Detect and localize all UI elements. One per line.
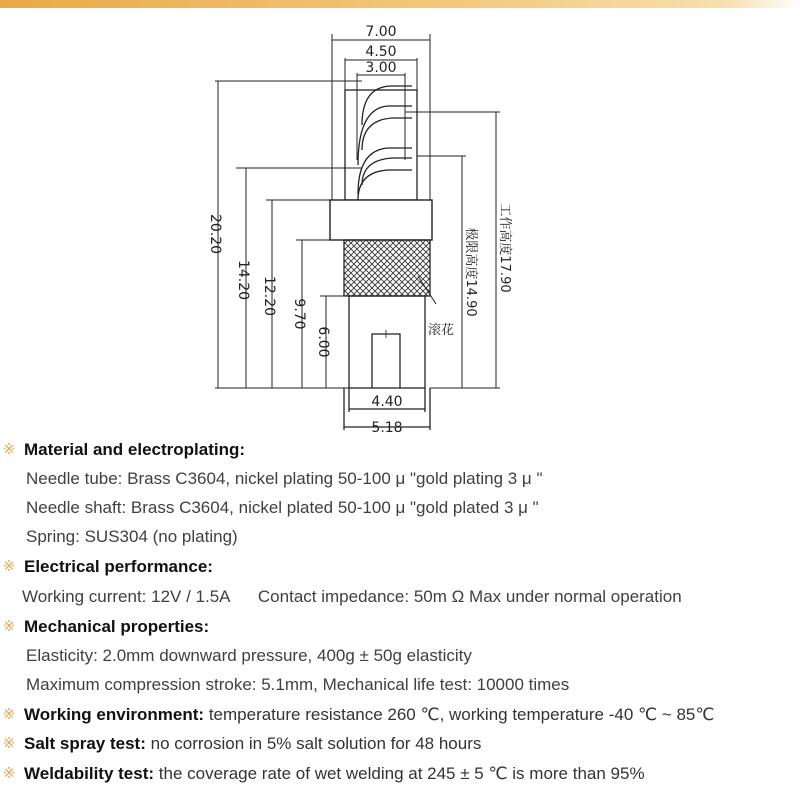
dim-width-bottom-outer: 5.18 <box>371 420 403 436</box>
limit-height-label: 极限高度14.90 <box>463 227 478 317</box>
bullet-icon: ※ <box>2 558 16 575</box>
spec-material-line-1: Needle tube: Brass C3604, nickel plating 50-100 μ "gold plating 3 μ " <box>26 469 543 488</box>
bullet-icon: ※ <box>2 735 16 752</box>
dim-width-bottom-inner: 4.40 <box>371 394 403 410</box>
spec-electrical-heading: ※ Electrical performance: <box>0 552 800 581</box>
dim-height-1: 14.20 <box>235 259 251 301</box>
spec-environment: ※ Working environment: temperature resistance 260 ℃, working temperature -40 ℃ ~ 85℃ <box>0 700 800 729</box>
dim-width-top: 7.00 <box>365 24 397 40</box>
spec-mechanical-heading: ※ Mechanical properties: <box>0 612 800 641</box>
spec-material-line-3: Spring: SUS304 (no plating) <box>26 527 238 546</box>
spec-electrical-line: Working current: 12V / 1.5A Contact impedance: 50m Ω Max under normal operation <box>22 587 682 606</box>
working-height-label: 工作高度17.90 <box>497 203 512 293</box>
plunger-head <box>345 86 417 200</box>
bullet-icon: ※ <box>2 765 16 782</box>
spec-weldability: ※ Weldability test: the coverage rate of wet welding at 245 ± 5 ℃ is more than 95% <box>0 759 800 788</box>
dim-height-4: 6.00 <box>315 326 331 358</box>
spec-material-heading: ※ Material and electroplating: <box>0 435 800 464</box>
barrel-collar <box>330 200 432 240</box>
dim-height-2: 12.20 <box>261 275 277 317</box>
knurled-section <box>344 240 430 296</box>
dim-height-total: 20.20 <box>207 213 223 255</box>
knurl-label: 滚花 <box>428 323 455 338</box>
dim-width-inner: 3.00 <box>365 60 397 76</box>
dim-width-mid: 4.50 <box>365 44 397 60</box>
spec-salt-spray: ※ Salt spray test: no corrosion in 5% salt solution for 48 hours <box>0 729 800 758</box>
bullet-icon: ※ <box>2 618 16 635</box>
dim-height-3: 9.70 <box>291 298 307 330</box>
bullet-icon: ※ <box>2 706 16 723</box>
spec-mechanical-line-2: Maximum compression stroke: 5.1mm, Mechanical life test: 10000 times <box>26 675 570 694</box>
spec-material-line-2: Needle shaft: Brass C3604, nickel plated 50-100 μ "gold plated 3 μ " <box>26 498 539 517</box>
spec-mechanical-line-1: Elasticity: 2.0mm downward pressure, 400g ± 50g elasticity <box>26 646 472 665</box>
bullet-icon: ※ <box>2 441 16 458</box>
